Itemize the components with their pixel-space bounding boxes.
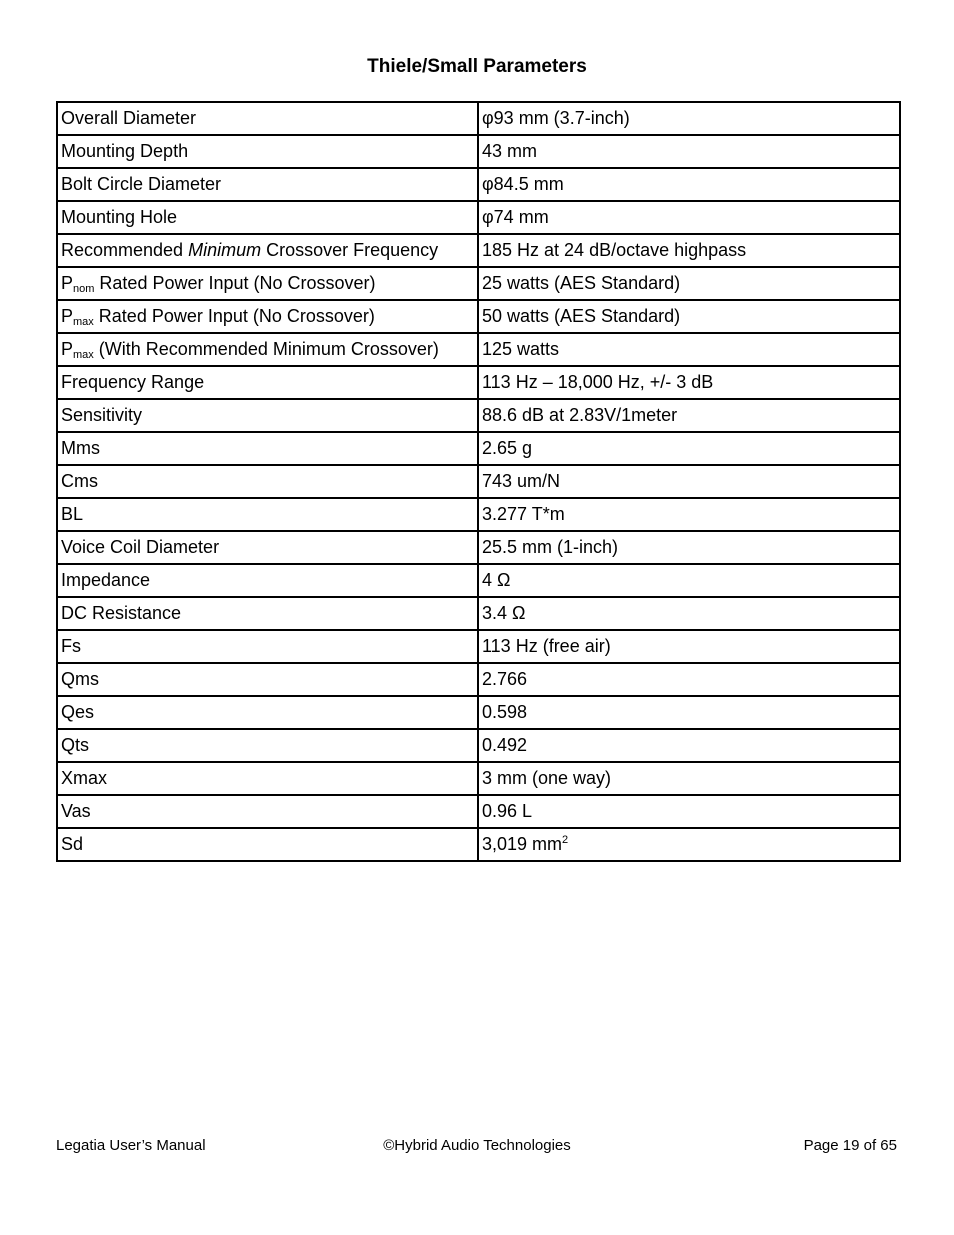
param-label: Qes — [57, 696, 478, 729]
label-subscript: max — [73, 349, 94, 361]
label-text: Rated Power Input (No Crossover) — [94, 273, 376, 293]
param-label: DC Resistance — [57, 597, 478, 630]
table-row — [57, 201, 900, 234]
param-value: 4 Ω — [478, 564, 900, 597]
param-value: φ74 mm — [478, 201, 900, 234]
param-label: Vas — [57, 795, 478, 828]
label-text: Recommended — [61, 240, 189, 260]
table-row — [57, 300, 900, 333]
label-subscript: nom — [73, 283, 95, 295]
param-value: 743 um/N — [478, 465, 900, 498]
param-label: Mounting Hole — [57, 201, 478, 234]
param-value: 3 mm (one way) — [478, 762, 900, 795]
table-row — [57, 564, 900, 597]
param-label: BL — [57, 498, 478, 531]
param-label: Voice Coil Diameter — [57, 531, 478, 564]
value-text: 3,019 mm — [482, 834, 563, 854]
param-label — [57, 267, 478, 300]
footer-manual-title: Legatia User’s Manual — [56, 1137, 206, 1154]
param-label: Bolt Circle Diameter — [57, 168, 478, 201]
param-label: Qts — [57, 729, 478, 762]
param-value: 88.6 dB at 2.83V/1meter — [478, 399, 900, 432]
param-label: Mounting Depth — [57, 135, 478, 168]
param-label: Xmax — [57, 762, 478, 795]
table-row — [57, 102, 900, 135]
page-title: Thiele/Small Parameters — [367, 56, 587, 77]
param-value: 2.766 — [478, 663, 900, 696]
label-symbol: P — [61, 306, 74, 326]
param-value — [478, 828, 900, 861]
parameters-table — [56, 101, 901, 862]
param-value: 43 mm — [478, 135, 900, 168]
label-text: Rated Power Input (No Crossover) — [93, 306, 375, 326]
param-value: 2.65 g — [478, 432, 900, 465]
footer-page-number: Page 19 of 65 — [803, 1137, 897, 1154]
label-text: Crossover Frequency — [261, 240, 439, 260]
table-row — [57, 597, 900, 630]
table-row — [57, 828, 900, 861]
table-row — [57, 135, 900, 168]
table-row — [57, 465, 900, 498]
table-row — [57, 432, 900, 465]
table-row — [57, 267, 900, 300]
table-row — [57, 531, 900, 564]
label-text: (With Recommended Minimum Crossover) — [93, 339, 439, 359]
param-value: 3.277 T*m — [478, 498, 900, 531]
table-row — [57, 498, 900, 531]
table-row — [57, 795, 900, 828]
param-label: Fs — [57, 630, 478, 663]
label-subscript: max — [73, 316, 94, 328]
param-label — [57, 300, 478, 333]
param-value: 113 Hz – 18,000 Hz, +/- 3 dB — [478, 366, 900, 399]
param-label: Qms — [57, 663, 478, 696]
table-row — [57, 729, 900, 762]
param-value: φ84.5 mm — [478, 168, 900, 201]
param-value: 185 Hz at 24 dB/octave highpass — [478, 234, 900, 267]
table-row — [57, 663, 900, 696]
param-value: 3.4 Ω — [478, 597, 900, 630]
table-row — [57, 762, 900, 795]
param-label: Overall Diameter — [57, 102, 478, 135]
param-label: Cms — [57, 465, 478, 498]
param-value: 0.598 — [478, 696, 900, 729]
table-row — [57, 630, 900, 663]
table-row — [57, 234, 900, 267]
param-label — [57, 234, 478, 267]
table-row — [57, 366, 900, 399]
param-value: 0.492 — [478, 729, 900, 762]
param-value: φ93 mm (3.7-inch) — [478, 102, 900, 135]
label-emphasis: Minimum — [188, 240, 262, 260]
param-value: 50 watts (AES Standard) — [478, 300, 900, 333]
label-symbol: P — [61, 339, 74, 359]
table-row — [57, 333, 900, 366]
param-value: 25.5 mm (1-inch) — [478, 531, 900, 564]
param-label — [57, 333, 478, 366]
param-value: 125 watts — [478, 333, 900, 366]
param-value: 0.96 L — [478, 795, 900, 828]
table-row — [57, 696, 900, 729]
label-symbol: P — [61, 273, 74, 293]
param-value: 113 Hz (free air) — [478, 630, 900, 663]
param-label: Sd — [57, 828, 478, 861]
table-row — [57, 399, 900, 432]
param-value: 25 watts (AES Standard) — [478, 267, 900, 300]
footer-copyright: ©Hybrid Audio Technologies — [383, 1137, 571, 1154]
table-row — [57, 168, 900, 201]
param-label: Mms — [57, 432, 478, 465]
param-label: Impedance — [57, 564, 478, 597]
param-label: Frequency Range — [57, 366, 478, 399]
param-label: Sensitivity — [57, 399, 478, 432]
value-superscript: 2 — [562, 834, 569, 846]
